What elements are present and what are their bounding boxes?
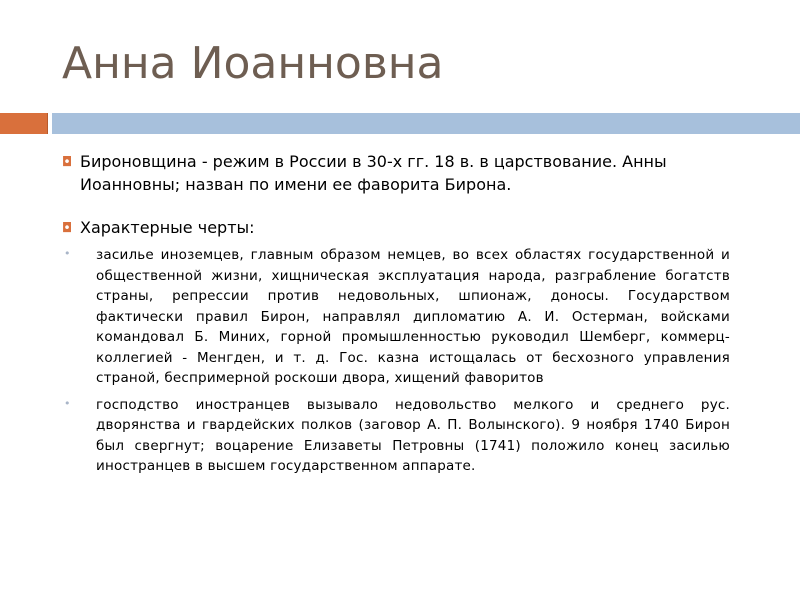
dot-bullet-icon: • — [64, 396, 71, 410]
spacer — [62, 196, 730, 216]
slide-title: Анна Иоанновна — [62, 38, 444, 89]
square-bullet-icon: ◘ — [62, 155, 73, 170]
bullet-item — [62, 216, 730, 239]
bullet-text: Бироновщина - режим в России в 30-х гг. 18 в. в царствование. Анны Иоанновны; назван по имени ее фаворита Бирона. — [80, 152, 667, 194]
dot-bullet-icon: • — [64, 247, 71, 260]
title-accent-bar-blue — [52, 113, 800, 134]
sub-bullet-item — [62, 395, 730, 477]
sub-bullet-item — [62, 245, 730, 389]
bullet-text: Характерные черты: — [80, 218, 255, 237]
sub-bullet-text: засилье иноземцев, главным образом немцев, во всех областях государственной и общественной жизни, хищническая эксплуатация народа, разграбление богатств страны, репрессии против недовольных, шпионаж, доносы. Государством фактически правил Бирон, направлял дипломатию А. И. Остерман, войсками командовал Б. Миних, горной промышленностью руководил Шемберг, коммерц-коллегией - Менгден, и т. д. Гос. казна истощалась от бесхозного управления страной, беспримерной роскоши двора, хищений фаворитов — [96, 247, 730, 386]
square-bullet-icon: ◘ — [62, 221, 73, 236]
bullet-item — [62, 150, 730, 196]
sub-bullet-text: господство иностранцев вызывало недовольство мелкого и среднего рус. дворянства и гвардейских полков (заговор А. П. Волынского). 9 ноября 1740 Бирон был свергнут; воцарение Елизаветы Петровны (1741) положило конец засилью иностранцев в высшем государственном аппарате. — [96, 396, 730, 474]
title-accent-bar-orange — [0, 113, 48, 134]
slide-body — [62, 150, 730, 477]
